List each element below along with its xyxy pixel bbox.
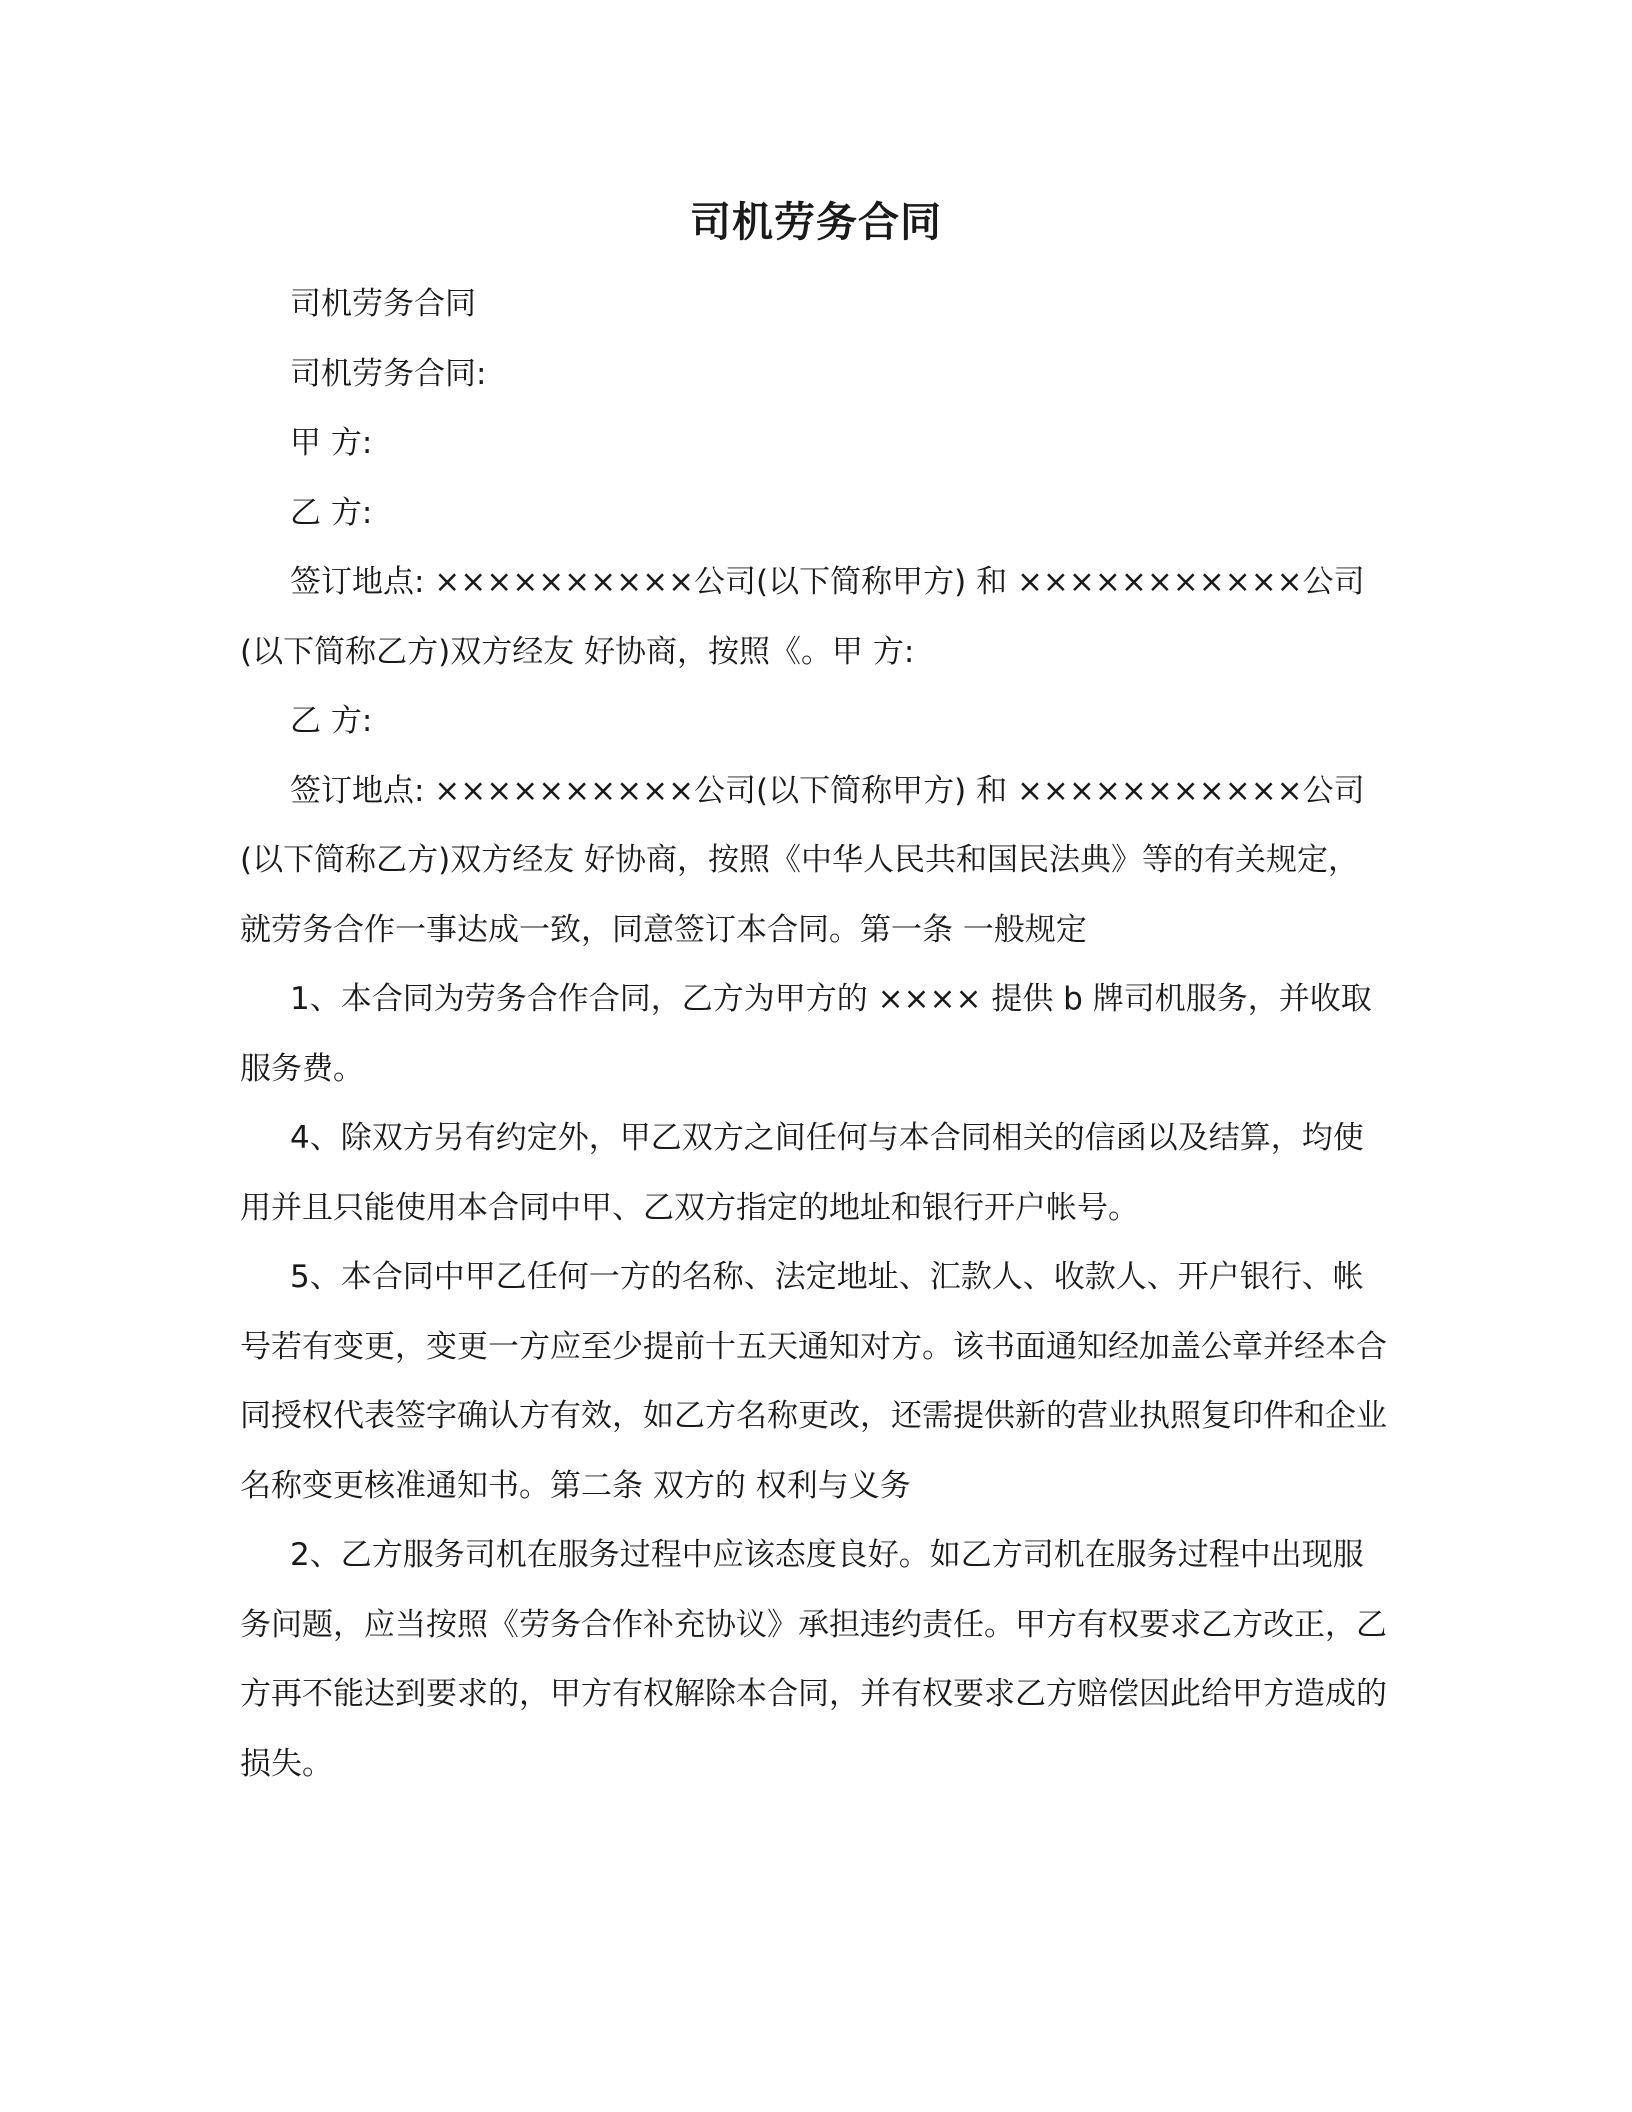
clause-5: 5、本合同中甲乙任何一方的名称、法定地址、汇款人、收款人、开户银行、帐号若有变更，变更一方应至少提前十五天通知对方。该书面通知经加盖公章并经本合同授权代表签字确认方有效，如乙方名称更改，还需提供新的营业执照复印件和企业名称变更核准通知书。第二条 双方的 权利与义务 — [240, 1259, 1387, 1504]
party-b-label: 乙 方: — [290, 494, 373, 531]
signing-place-paragraph-full: 签订地点: ××××××××××公司(以下简称甲方) 和 ×××××××××××公司(以下简称乙方)双方经友 好协商，按照《中华人民共和国民法典》等的有关规定，就劳务合作一事达成一致，同意签订本合同。第一条 一般规定 — [240, 772, 1365, 948]
party-a-label: 甲 方: — [290, 425, 373, 461]
document-title: 司机劳务合同 — [690, 198, 942, 246]
clause-1: 1、本合同为劳务合作合同，乙方为甲方的 ×××× 提供 b 牌司机服务，并收取服务费。 — [240, 981, 1372, 1087]
paragraph-heading: 司机劳务合同 — [290, 286, 476, 322]
paragraph-heading-colon: 司机劳务合同: — [290, 355, 487, 392]
clause-4: 4、除双方另有约定外，甲乙双方之间任何与本合同相关的信函以及结算，均使用并且只能使用本合同中甲、乙双方指定的地址和银行开户帐号。 — [240, 1120, 1364, 1226]
party-b-label-repeat: 乙 方: — [290, 703, 373, 739]
document-body — [240, 270, 1390, 1799]
signing-place-paragraph: 签订地点: ××××××××××公司(以下简称甲方) 和 ×××××××××××公司(以下简称乙方)双方经友 好协商，按照《。甲 方: — [240, 564, 1365, 670]
clause-2-obligations: 2、乙方服务司机在服务过程中应该态度良好。如乙方司机在服务过程中出现服务问题，应当按照《劳务合作补充协议》承担违约责任。甲方有权要求乙方改正，乙方再不能达到要求的，甲方有权解除本合同，并有权要求乙方赔偿因此给甲方造成的损失。 — [240, 1537, 1387, 1782]
